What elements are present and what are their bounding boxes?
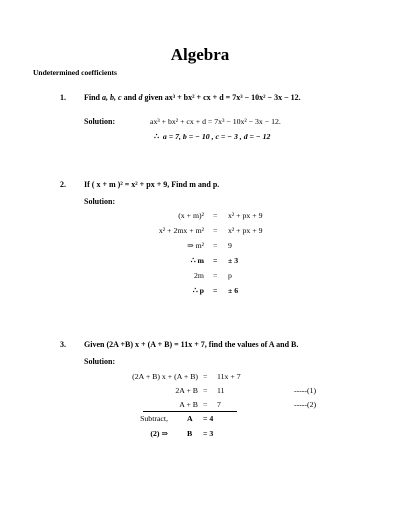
section-subtitle: Undetermined coefficients: [33, 68, 117, 77]
q2-line-3-lhs: ⇒ m²: [187, 241, 204, 250]
q3-line-3-lhs: A + B: [179, 400, 198, 409]
q2-line-1-eq: =: [213, 211, 218, 220]
q2-line-5-lhs: 2m: [194, 271, 204, 280]
q2-line-4-rhs: ± 3: [228, 256, 239, 265]
q3-line-1-rhs: 11x + 7: [217, 372, 241, 381]
q2-line-3-eq: =: [213, 241, 218, 250]
q2-line-1-rhs: x² + px + 9: [228, 211, 263, 220]
q2-line-2-rhs: x² + px + 9: [228, 226, 263, 235]
q2-line-4-eq: =: [213, 256, 218, 265]
question-3-number: 3.: [60, 340, 66, 349]
subtraction-rule: [143, 411, 237, 412]
q3-line-2-eq: =: [203, 386, 208, 395]
q3-line-2-lhs: 2A + B: [175, 386, 198, 395]
q2-line-5-eq: =: [213, 271, 218, 280]
q3-line-5-lhs: (2) ⇒: [150, 429, 168, 438]
q3-line-4-var: A: [187, 414, 193, 423]
q2-line-5-rhs: p: [228, 271, 232, 280]
q3-line-2-rhs: 11: [217, 386, 225, 395]
q2-line-2-eq: =: [213, 226, 218, 235]
question-1-number: 1.: [60, 93, 66, 102]
q3-line-4-value: = 4: [203, 414, 214, 423]
q3-line-1-lhs: (2A + B) x + (A + B): [132, 372, 198, 381]
q2-line-6-lhs: ∴ p: [192, 286, 204, 295]
solution-2-label: Solution:: [84, 197, 116, 206]
q2-line-6-eq: =: [213, 286, 218, 295]
q3-line-2-tag: -----(1): [294, 386, 317, 395]
solution-1-line-1: ax³ + bx² + cx + d = 7x³ − 10x² − 3x − 12.: [150, 117, 281, 126]
q2-line-1-lhs: (x + m)²: [178, 211, 204, 220]
therefore-symbol: ∴: [154, 132, 159, 141]
q2-line-2-lhs: x² + 2mx + m²: [158, 226, 204, 235]
solution-1-label: Solution:: [84, 117, 116, 126]
question-3-text: Given (2A +B) x + (A + B) = 11x + 7, find the values of A and B.: [84, 340, 299, 349]
q3-line-4-lhs: Subtract,: [140, 414, 168, 423]
page-title: Algebra: [170, 45, 230, 64]
q3-line-5-value: = 3: [203, 429, 214, 438]
q3-line-3-tag: -----(2): [294, 400, 317, 409]
q3-line-5-var: B: [187, 429, 193, 438]
question-2-text: If ( x + m )² = x² + px + 9, Find m and p.: [84, 180, 220, 189]
q3-line-1-eq: =: [203, 372, 208, 381]
q2-line-4-lhs: ∴ m: [190, 256, 204, 265]
solution-3-label: Solution:: [84, 357, 116, 366]
question-1-text: Find a, b, c and d given ax³ + bx² + cx + d = 7x³ − 10x² − 3x − 12.: [84, 93, 301, 102]
q3-line-3-rhs: 7: [217, 400, 221, 409]
q2-line-3-rhs: 9: [228, 241, 232, 250]
solution-1-line-2: ∴ a = 7, b = − 10 , c = − 3 , d = − 12: [154, 132, 271, 141]
q2-line-6-rhs: ± 6: [228, 286, 239, 295]
question-2-number: 2.: [60, 180, 66, 189]
q3-line-3-eq: =: [203, 400, 208, 409]
